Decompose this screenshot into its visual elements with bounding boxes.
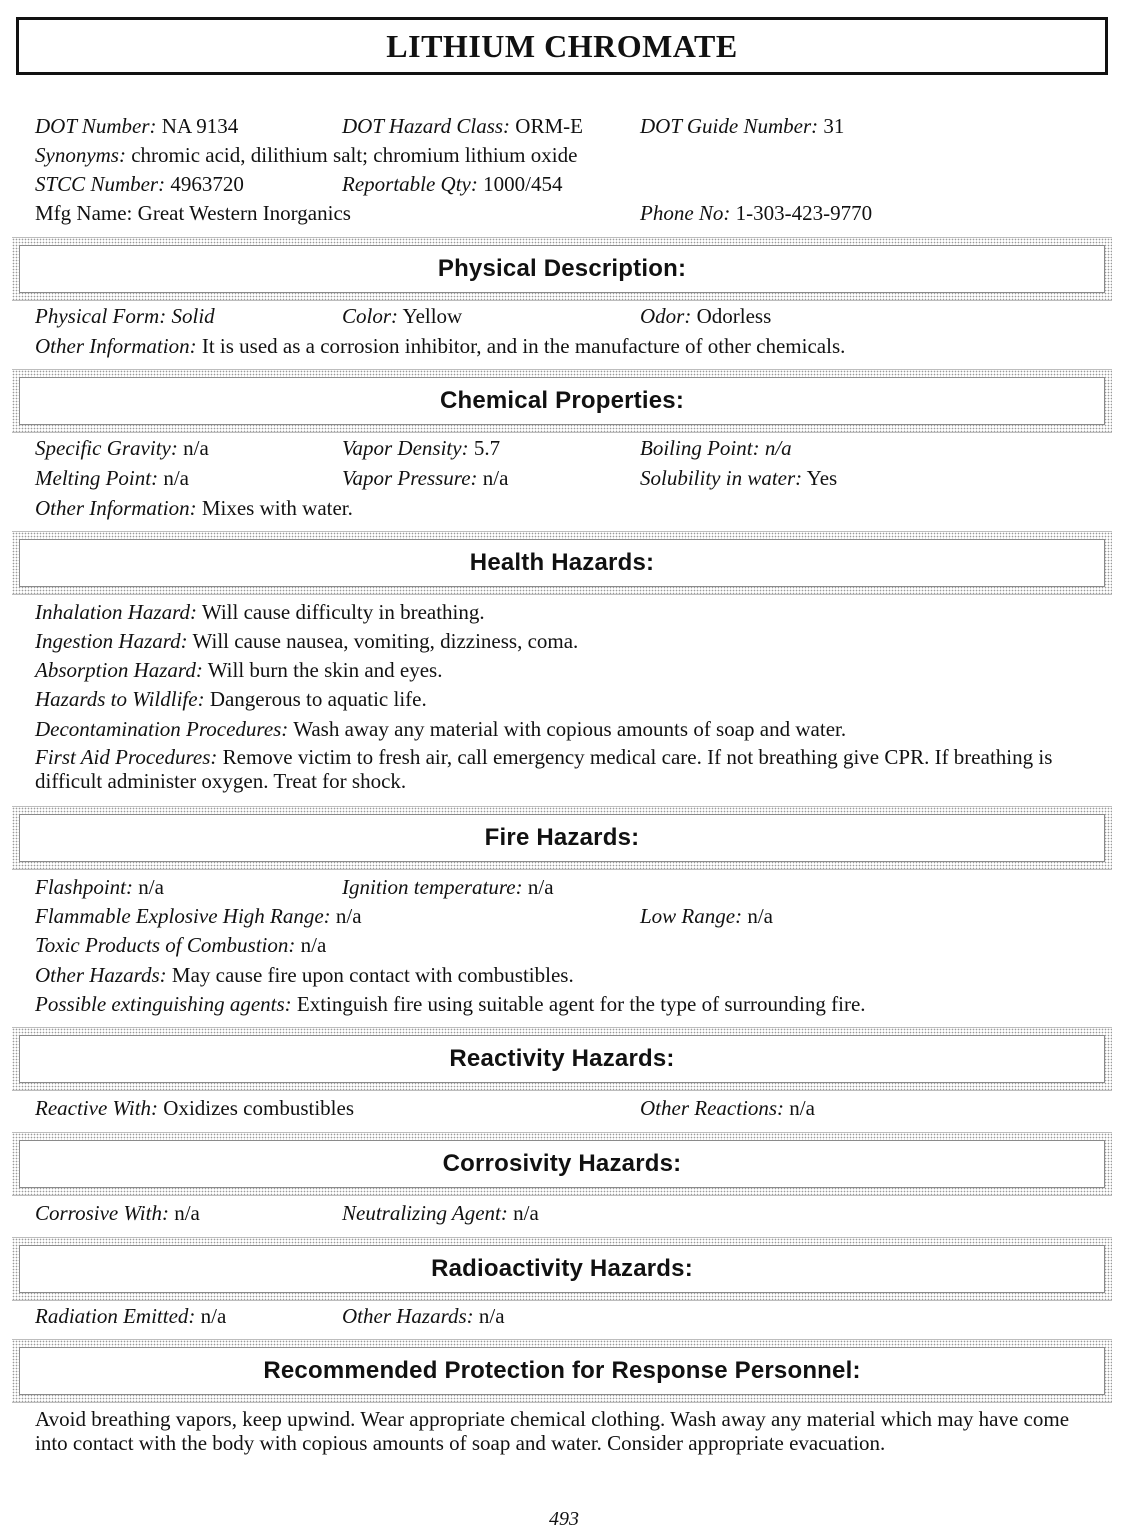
- section-title: Reactivity Hazards:: [449, 1045, 675, 1072]
- section-title: Recommended Protection for Response Personnel:: [263, 1357, 861, 1384]
- corrosive-with: Corrosive With: n/a: [35, 1201, 200, 1225]
- ignition-temperature: Ignition temperature: n/a: [342, 875, 554, 899]
- section-header-physical: [12, 237, 1112, 301]
- vapor-pressure: Vapor Pressure: n/a: [342, 466, 509, 490]
- odor: Odor: Odorless: [640, 304, 772, 328]
- section-header-health: [12, 531, 1112, 595]
- protection-text: Avoid breathing vapors, keep upwind. Wear appropriate chemical clothing. Wash away any material which may have come into contact with the body with copious amounts of soap and water. Consider appropriate evacuation.: [35, 1407, 1070, 1455]
- flashpoint: Flashpoint: n/a: [35, 875, 164, 899]
- section-title: Chemical Properties:: [439, 387, 685, 414]
- section-header-protection: [12, 1339, 1112, 1403]
- radioactivity-other-hazards: Other Hazards: n/a: [342, 1304, 505, 1328]
- reportable-qty: Reportable Qty: 1000/454: [342, 172, 563, 196]
- first-aid-procedures: First Aid Procedures: Remove victim to fresh air, call emergency medical care. If not breathing give CPR. If breathing is difficult administer oxygen. Treat for shock.: [35, 745, 1053, 793]
- dot-hazard-class: DOT Hazard Class: ORM-E: [342, 114, 583, 138]
- neutralizing-agent: Neutralizing Agent: n/a: [342, 1201, 539, 1225]
- section-title: Corrosivity Hazards:: [442, 1150, 682, 1177]
- specific-gravity: Specific Gravity: n/a: [35, 436, 209, 460]
- page-title: LITHIUM CHROMATE: [386, 27, 738, 64]
- mfg-name: Mfg Name: Great Western Inorganics: [35, 201, 351, 225]
- section-header-chemical: [12, 369, 1112, 433]
- other-reactions: Other Reactions: n/a: [640, 1096, 815, 1120]
- section-header-radioactivity: [12, 1237, 1112, 1301]
- section-header-reactivity: [12, 1027, 1112, 1091]
- physical-form: Physical Form: Solid: [35, 304, 215, 328]
- section-title: Radioactivity Hazards:: [431, 1255, 693, 1282]
- flammable-high-range: Flammable Explosive High Range: n/a: [35, 904, 362, 928]
- reactive-with: Reactive With: Oxidizes combustibles: [35, 1096, 355, 1120]
- phone-no: Phone No: 1-303-423-9770: [640, 201, 873, 225]
- section-header-fire: [12, 806, 1112, 870]
- synonyms: Synonyms: chromic acid, dilithium salt; chromium lithium oxide: [35, 143, 578, 167]
- section-title: Fire Hazards:: [484, 824, 640, 851]
- low-range: Low Range: n/a: [640, 904, 773, 928]
- melting-point: Melting Point: n/a: [35, 466, 189, 490]
- radiation-emitted: Radiation Emitted: n/a: [35, 1304, 227, 1328]
- color: Color: Yellow: [342, 304, 463, 328]
- vapor-density: Vapor Density: 5.7: [342, 436, 501, 460]
- dot-number: DOT Number: NA 9134: [35, 114, 239, 138]
- page-number: 493: [549, 1508, 579, 1530]
- dot-guide-number: DOT Guide Number: 31: [640, 114, 845, 138]
- title-box: [16, 17, 1108, 75]
- section-title: Health Hazards:: [469, 549, 655, 576]
- boiling-point: Boiling Point: n/a: [640, 436, 792, 460]
- section-header-corrosivity: [12, 1132, 1112, 1196]
- section-title: Physical Description:: [437, 255, 687, 282]
- solubility: Solubility in water: Yes: [640, 466, 838, 490]
- stcc-number: STCC Number: 4963720: [35, 172, 244, 196]
